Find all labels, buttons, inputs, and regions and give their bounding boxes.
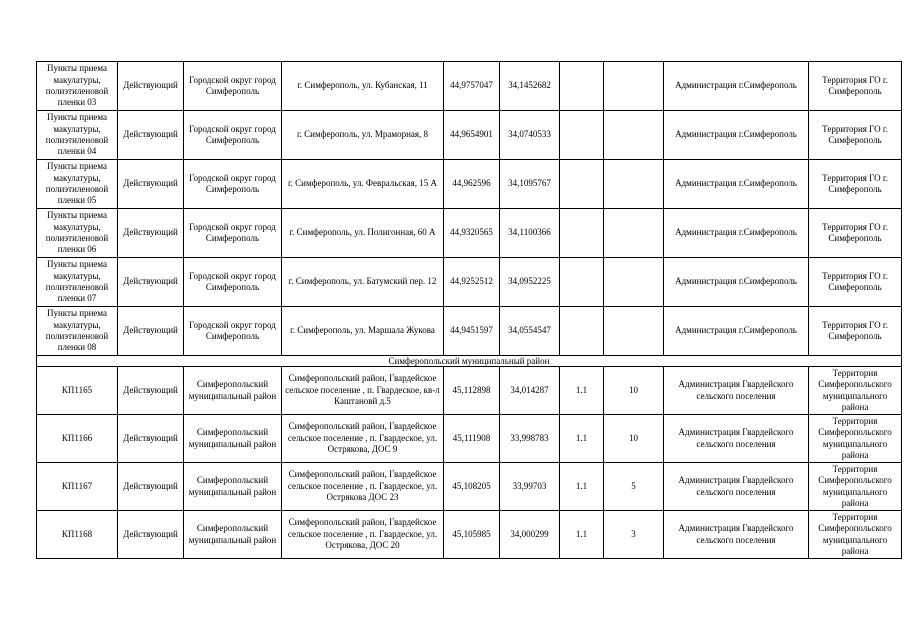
status-cell: Действующий [118, 307, 184, 356]
table-row [37, 463, 902, 511]
area-cell [560, 258, 604, 307]
owner-cell: Администрация г.Симферополь [664, 209, 809, 258]
address-cell: Симферопольский район, Гвардейское сельское поселение , п. Гвардеское, ул. Острякова ДОС 23 [282, 463, 444, 511]
table-row [37, 258, 902, 307]
longitude-cell: 34,1100366 [500, 209, 560, 258]
address-cell: Симферопольский район, Гвардейское сельское поселение , п. Гвардеское, ул. Острякова, ДОС 20 [282, 511, 444, 559]
owner-cell: Администрация г.Симферополь [664, 307, 809, 356]
address-cell: Симферопольский район, Гвардейское сельское поселение , п. Гвардеское, ул. Острякова, ДОС 9 [282, 415, 444, 463]
point-name-cell: Пункты приема макулатуры, полиэтиленовой пленки 03 [37, 62, 118, 111]
owner-cell: Администрация Гвардейского сельского поселения [664, 415, 809, 463]
latitude-cell: 44,9757047 [444, 62, 500, 111]
latitude-cell: 44,9320565 [444, 209, 500, 258]
longitude-cell: 34,0554547 [500, 307, 560, 356]
latitude-cell: 44,962596 [444, 160, 500, 209]
count-cell [604, 111, 664, 160]
district-cell: Симферопольский муниципальный район [184, 367, 282, 415]
status-cell: Действующий [118, 62, 184, 111]
latitude-cell: 45,105985 [444, 511, 500, 559]
area-cell [560, 307, 604, 356]
status-cell: Действующий [118, 209, 184, 258]
longitude-cell: 34,014287 [500, 367, 560, 415]
territory-cell: Территория ГО г. Симферополь [809, 307, 902, 356]
longitude-cell: 33,998783 [500, 415, 560, 463]
status-cell: Действующий [118, 367, 184, 415]
area-cell: 1.1 [560, 463, 604, 511]
district-cell: Городской округ город Симферополь [184, 209, 282, 258]
address-cell: г. Симферополь, ул. Батумский пер. 12 [282, 258, 444, 307]
district-cell: Симферопольский муниципальный район [184, 415, 282, 463]
point-name-cell: КП1166 [37, 415, 118, 463]
area-cell [560, 111, 604, 160]
document-page [36, 61, 892, 559]
longitude-cell: 34,000299 [500, 511, 560, 559]
status-cell: Действующий [118, 463, 184, 511]
status-cell: Действующий [118, 111, 184, 160]
district-cell: Городской округ город Симферополь [184, 258, 282, 307]
address-cell: г. Симферополь, ул. Полигонная, 60 А [282, 209, 444, 258]
status-cell: Действующий [118, 160, 184, 209]
count-cell [604, 258, 664, 307]
address-cell: г. Симферополь, ул. Мраморная, 8 [282, 111, 444, 160]
count-cell [604, 307, 664, 356]
status-cell: Действующий [118, 258, 184, 307]
table-row [37, 62, 902, 111]
territory-cell: Территория Симферопольского муниципального района [809, 511, 902, 559]
longitude-cell: 34,1095767 [500, 160, 560, 209]
district-cell: Симферопольский муниципальный район [184, 463, 282, 511]
table-row [37, 209, 902, 258]
point-name-cell: КП1168 [37, 511, 118, 559]
latitude-cell: 45,108205 [444, 463, 500, 511]
address-cell: г. Симферополь, ул. Кубанская, 11 [282, 62, 444, 111]
status-cell: Действующий [118, 415, 184, 463]
count-cell [604, 209, 664, 258]
owner-cell: Администрация Гвардейского сельского поселения [664, 367, 809, 415]
owner-cell: Администрация г.Симферополь [664, 111, 809, 160]
territory-cell: Территория Симферопольского муниципального района [809, 415, 902, 463]
area-cell: 1.1 [560, 367, 604, 415]
table-row [37, 111, 902, 160]
latitude-cell: 45,112898 [444, 367, 500, 415]
count-cell [604, 160, 664, 209]
latitude-cell: 44,9252512 [444, 258, 500, 307]
table-row [37, 307, 902, 356]
owner-cell: Администрация Гвардейского сельского поселения [664, 463, 809, 511]
section-row [37, 356, 902, 367]
owner-cell: Администрация г.Симферополь [664, 258, 809, 307]
owner-cell: Администрация Гвардейского сельского поселения [664, 511, 809, 559]
count-cell: 10 [604, 367, 664, 415]
territory-cell: Территория ГО г. Симферополь [809, 160, 902, 209]
table-row [37, 415, 902, 463]
area-cell [560, 209, 604, 258]
count-cell [604, 62, 664, 111]
territory-cell: Территория ГО г. Симферополь [809, 111, 902, 160]
point-name-cell: Пункты приема макулатуры, полиэтиленовой пленки 04 [37, 111, 118, 160]
longitude-cell: 34,0740533 [500, 111, 560, 160]
table-row [37, 367, 902, 415]
count-cell: 10 [604, 415, 664, 463]
territory-cell: Территория ГО г. Симферополь [809, 209, 902, 258]
point-name-cell: Пункты приема макулатуры, полиэтиленовой пленки 05 [37, 160, 118, 209]
district-cell: Симферопольский муниципальный район [184, 511, 282, 559]
point-name-cell: Пункты приема макулатуры, полиэтиленовой пленки 06 [37, 209, 118, 258]
territory-cell: Территория Симферопольского муниципального района [809, 367, 902, 415]
point-name-cell: Пункты приема макулатуры, полиэтиленовой пленки 07 [37, 258, 118, 307]
latitude-cell: 44,9451597 [444, 307, 500, 356]
district-cell: Городской округ город Симферополь [184, 111, 282, 160]
point-name-cell: КП1165 [37, 367, 118, 415]
territory-cell: Территория ГО г. Симферополь [809, 62, 902, 111]
status-cell: Действующий [118, 511, 184, 559]
longitude-cell: 33,99703 [500, 463, 560, 511]
territory-cell: Территория Симферопольского муниципального района [809, 463, 902, 511]
section-title: Симферопольский муниципальный район [37, 356, 902, 367]
count-cell: 5 [604, 463, 664, 511]
latitude-cell: 45,111908 [444, 415, 500, 463]
territory-cell: Территория ГО г. Симферополь [809, 258, 902, 307]
longitude-cell: 34,1452682 [500, 62, 560, 111]
table-row [37, 511, 902, 559]
district-cell: Городской округ город Симферополь [184, 160, 282, 209]
table-row [37, 160, 902, 209]
address-cell: г. Симферополь, ул. Февральская, 15 А [282, 160, 444, 209]
area-cell: 1.1 [560, 415, 604, 463]
owner-cell: Администрация г.Симферополь [664, 62, 809, 111]
area-cell [560, 160, 604, 209]
longitude-cell: 34,0952225 [500, 258, 560, 307]
latitude-cell: 44,9654901 [444, 111, 500, 160]
address-cell: Симферопольский район, Гвардейское сельское поселение , п. Гвардеское, кв-л Каштановй д.5 [282, 367, 444, 415]
count-cell: 3 [604, 511, 664, 559]
area-cell: 1.1 [560, 511, 604, 559]
point-name-cell: Пункты приема макулатуры, полиэтиленовой пленки 08 [37, 307, 118, 356]
district-cell: Городской округ город Симферополь [184, 62, 282, 111]
area-cell [560, 62, 604, 111]
district-cell: Городской округ город Симферополь [184, 307, 282, 356]
owner-cell: Администрация г.Симферополь [664, 160, 809, 209]
point-name-cell: КП1167 [37, 463, 118, 511]
address-cell: г. Симферополь, ул. Маршала Жукова [282, 307, 444, 356]
waste-points-table [36, 61, 902, 559]
